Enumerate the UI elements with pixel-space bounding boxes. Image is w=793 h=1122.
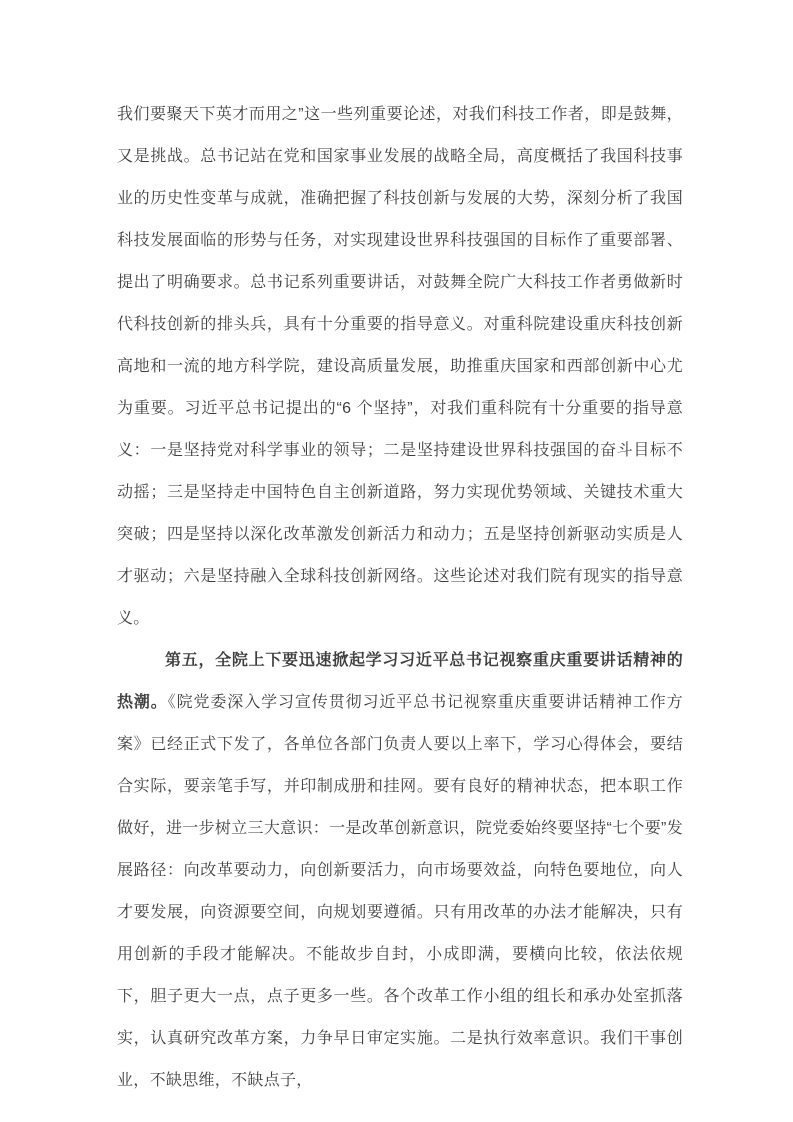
paragraph-body-continued — [117, 94, 683, 640]
paragraph-section-five-text: 《院党委深入学习宣传贯彻习近平总书记视察重庆重要讲话精神工作方案》已经正式下发了，各单位各部门负责人要以上率下，学习心得体会，要结合实际，要亲笔手写，并印制成册和挂网。要有良好的精神状态，把本职工作做好，进一步树立三大意识：一是改革创新意识，院党委始终要坚持“七个要”发展路径：向改革要动力，向创新要活力，向市场要效益，向特色要地位，向人才要发展，向资源要空间，向规划要遵循。只有用改革的办法才能解决，只有用创新的手段才能解决。不能故步自封，小成即满，要横向比较，依法依规下，胆子更大一点，点子更多一些。各个改革工作小组的组长和承办处室抓落实，认真研究改革方案，力争早日审定实施。二是执行效率意识。我们干事创业，不缺思维，不缺点子， — [117, 694, 683, 1089]
paragraph-section-five — [117, 640, 683, 1102]
paragraph-section-five-bold-lead: 第五，全院上下要迅速掀起学习习近平总书记视察重庆重要讲话精神的热潮。 — [117, 652, 683, 711]
paragraph-body-continued-text: 我们要聚天下英才而用之”这一些列重要论述，对我们科技工作者，即是鼓舞，又是挑战。总书记站在党和国家事业发展的战略全局，高度概括了我国科技事业的历史性变革与成就，准确把握了科技创新与发展的大势，深刻分析了我国科技发展面临的形势与任务，对实现建设世界科技强国的目标作了重要部署、提出了明确要求。总书记系列重要讲话，对鼓舞全院广大科技工作者勇做新时代科技创新的排头兵，具有十分重要的指导意义。对重科院建设重庆科技创新高地和一流的地方科学院，建设高质量发展，助推重庆国家和西部创新中心尤为重要。习近平总书记提出的“6 个坚持”，对我们重科院有十分重要的指导意义：一是坚持党对科学事业的领导；二是坚持建设世界科技强国的奋斗目标不动摇；三是坚持走中国特色自主创新道路，努力实现优势领域、关键技术重大突破；四是坚持以深化改革激发创新活力和动力；五是坚持创新驱动实质是人才驱动；六是坚持融入全球科技创新网络。这些论述对我们院有现实的指导意义。 — [117, 106, 683, 627]
